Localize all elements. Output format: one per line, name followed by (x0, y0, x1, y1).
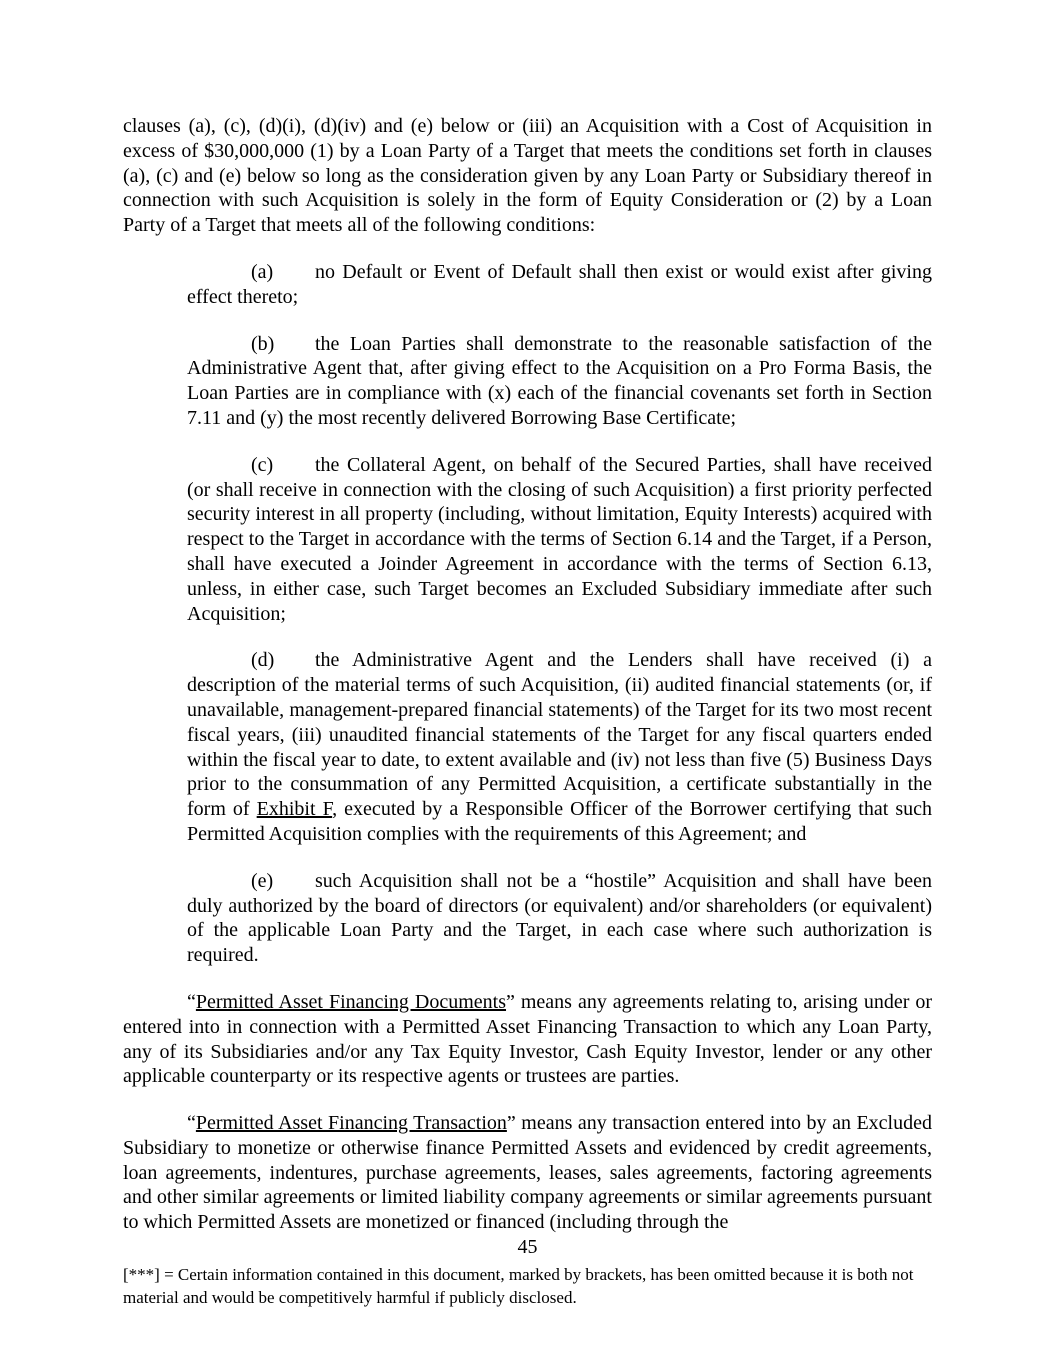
text-run: clauses (a), (c), (d)(i), (d)(iv) and (e) below or (iii) an Acquisition with a Cost of Acquisition in excess of $30,000,000 (1) by a Loan Party of a Target that meets the conditions set forth in clauses (a), (c) and (e) below so long as the consideration given by any Loan Party or Subsidiary thereof in connection with such Acquisition is solely in the form of Equity Consideration or (2) by a Loan Party of a Target that meets all of the following conditions: (123, 115, 932, 237)
underlined-term: Exhibit F (256, 798, 333, 821)
text-run: no Default or Event of Default shall then exist or would exist after giving effect thereto; (187, 260, 932, 308)
text-run: such Acquisition shall not be a “hostile” Acquisition and shall have been duly authorized by the board of directors (or equivalent) and/or shareholders (or equivalent) of the applicable Loan Party and the Target, in each case where such authorization is required. (187, 869, 932, 967)
condition-c (187, 453, 932, 627)
condition-a (187, 260, 932, 310)
text-run: “ (187, 1112, 196, 1135)
text-run: , executed by a Responsible Officer of the Borrower certifying that such Permitted Acquisition complies with the requirements of this Agreement; and (187, 798, 932, 845)
list-item-label: (c) (251, 453, 274, 476)
text-run: “ (187, 990, 196, 1013)
definition-permitted-asset-financing-transaction (123, 1111, 932, 1235)
condition-b (187, 332, 932, 431)
text-run: the Loan Parties shall demonstrate to the reasonable satisfaction of the Administrative Agent that, after giving effect to the Acquisition on a Pro Forma Basis, the Loan Parties are in compliance with (x) each of the financial covenants set forth in Section 7.11 and (y) the most recently delivered Borrowing Base Certificate; (187, 332, 932, 429)
text-run: ” means any agreements relating to, arising under or entered into in connection with a Permitted Asset Financing Transaction to which any Loan Party, any of its Subsidiaries and/or any Tax Equity Investor, Cash Equity Investor, lender or any other applicable counterparty or its respective agents or trustees are parties. (123, 990, 933, 1088)
list-item-label: (a) (251, 260, 274, 283)
intro-paragraph (123, 114, 932, 238)
text-run: the Administrative Agent and the Lenders shall have received (i) a description of the material terms of such Acquisition, (ii) audited financial statements (or, if unavailable, management-prepared financial statements) of the Target for its two most recent fiscal years, (iii) unaudited financial statements of the Target for any fiscal quarters ended within the fiscal year to date, to extent available and (iv) not less than five (5) Business Days prior to the consummation of any Permitted Acquisition, a certificate substantially in the form of (187, 649, 932, 821)
document-body (123, 114, 932, 1235)
list-item-label: (e) (251, 869, 274, 892)
underlined-term: Permitted Asset Financing Transaction (195, 1112, 507, 1135)
condition-d (187, 648, 932, 846)
condition-e (187, 869, 932, 968)
underlined-term: Permitted Asset Financing Documents (195, 990, 507, 1013)
text-run: the Collateral Agent, on behalf of the Secured Parties, shall have received (or shall receive in connection with the closing of such Acquisition) a first priority perfected security interest in all property (including, without limitation, Equity Interests) acquired with respect to the Target in accordance with the terms of Section 6.14 and the Target, if a Person, shall have executed a Joinder Agreement in accordance with the terms of Section 6.13, unless, in either case, such Target becomes an Excluded Subsidiary immediate after such Acquisition; (187, 453, 932, 625)
page-number: 45 (517, 1236, 538, 1259)
footnote: [***] = Certain information contained in this document, marked by brackets, has been omitted because it is both not material and would be competitively harmful if publicly disclosed. (123, 1264, 914, 1308)
text-run: ” means any transaction entered into by an Excluded Subsidiary to monetize or otherwise finance Permitted Assets and evidenced by credit agreements, loan agreements, indentures, purchase agreements, leases, sales agreements, factoring agreements and other similar agreements or limited liability company agreements or similar agreements pursuant to which Permitted Assets are monetized or financed (including through the (123, 1112, 932, 1234)
definition-permitted-asset-financing-documents (123, 990, 932, 1089)
list-item-label: (b) (251, 332, 275, 355)
list-item-label: (d) (251, 649, 275, 672)
